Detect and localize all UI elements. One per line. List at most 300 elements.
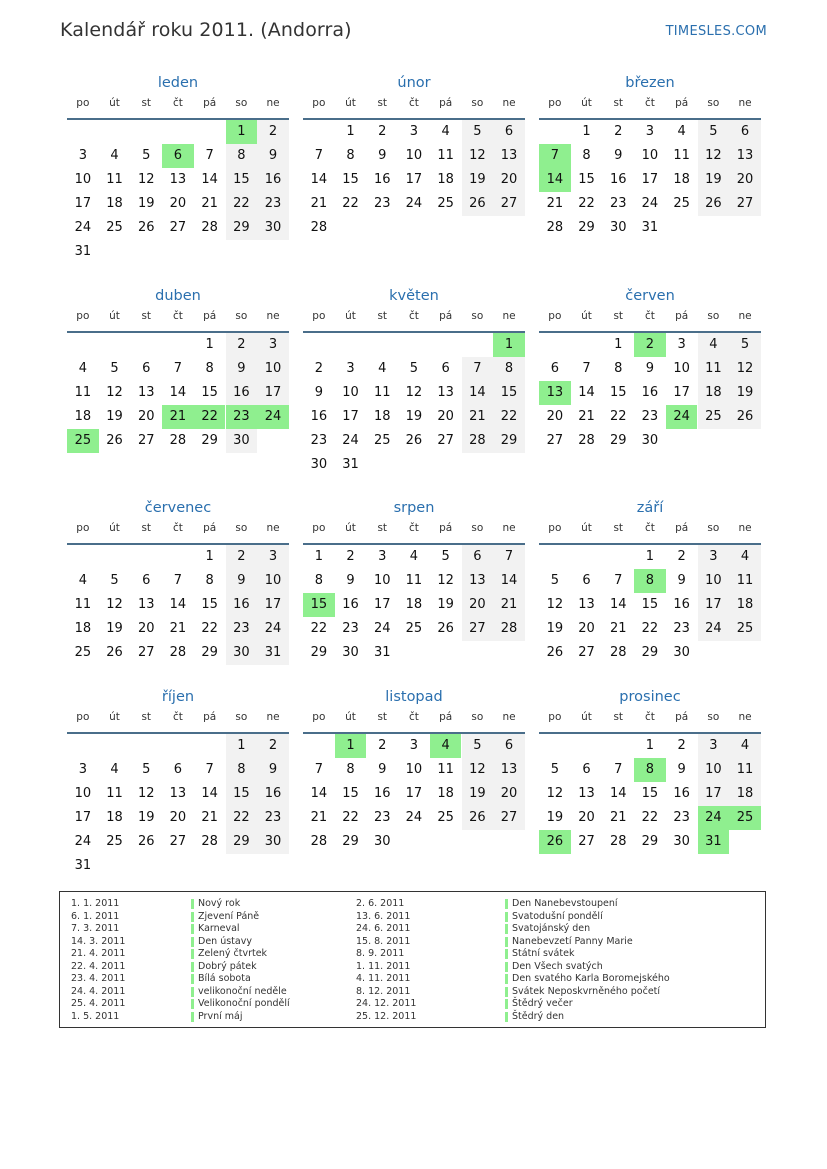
day-cell: 18 <box>74 621 92 636</box>
day-cell: 15 <box>233 172 250 187</box>
weekday-header <box>67 94 289 120</box>
day-cell: 6 <box>142 361 151 376</box>
weekday-label: pá <box>439 97 453 109</box>
day-cell: 9 <box>378 148 387 163</box>
weekday-label: pá <box>203 711 217 723</box>
day-cell: 10 <box>641 148 659 163</box>
day-cell: 26 <box>437 621 454 636</box>
legend-date: 8. 9. 2011 <box>356 948 405 959</box>
day-cell: 11 <box>106 786 123 801</box>
day-cell: 26 <box>736 409 754 424</box>
holiday-day-cell: 8 <box>634 569 666 593</box>
day-cell: 3 <box>709 549 718 564</box>
day-cell: 21 <box>169 621 187 636</box>
day-cell: 30 <box>310 457 328 472</box>
day-cell: 7 <box>504 549 514 564</box>
day-cell: 3 <box>78 762 87 777</box>
day-cell: 11 <box>373 385 391 400</box>
legend-names-col-2 <box>505 898 670 1023</box>
day-cell: 1 <box>614 337 623 352</box>
day-cell: 6 <box>504 124 514 139</box>
weekday-label: út <box>109 97 120 109</box>
month-11 <box>303 686 525 878</box>
weekday-label: čt <box>172 97 183 109</box>
legend-holiday-name: Štědrý den <box>505 1011 670 1024</box>
day-cell: 2 <box>677 549 686 564</box>
day-cell: 21 <box>500 597 518 612</box>
day-cell: 31 <box>342 457 359 472</box>
day-cell: 16 <box>310 409 328 424</box>
month-6 <box>539 285 761 477</box>
day-cell: 30 <box>233 433 250 448</box>
day-cell: 16 <box>342 597 359 612</box>
day-cell: 11 <box>405 573 423 588</box>
day-cell: 24 <box>405 196 423 211</box>
day-cell: 30 <box>233 645 250 660</box>
day-cell: 15 <box>201 385 218 400</box>
weekday-label: po <box>312 97 326 109</box>
day-cell: 25 <box>405 621 423 636</box>
legend-holiday-name: Den svatého Karla Boromejského <box>505 973 670 986</box>
day-cell: 26 <box>469 810 486 825</box>
weekday-label: út <box>581 97 592 109</box>
legend-date: 7. 3. 2011 <box>71 923 120 934</box>
weekday-header <box>303 307 525 333</box>
holiday-day-cell: 25 <box>67 429 99 453</box>
day-cell: 29 <box>342 834 359 849</box>
day-cell: 24 <box>74 220 92 235</box>
holiday-day-cell: 1 <box>335 734 367 758</box>
day-cell: 16 <box>609 172 627 187</box>
day-cell: 19 <box>106 409 123 424</box>
day-cell: 17 <box>405 786 423 801</box>
day-cell: 14 <box>500 573 518 588</box>
day-cell: 12 <box>137 172 155 187</box>
day-cell: 9 <box>237 361 246 376</box>
weekday-header <box>539 94 761 120</box>
weekday-header <box>67 708 289 734</box>
day-cell: 19 <box>469 172 486 187</box>
weekday-label: pá <box>675 711 689 723</box>
day-cell: 9 <box>677 573 686 588</box>
day-cell: 25 <box>705 409 722 424</box>
day-cell: 2 <box>237 337 246 352</box>
day-cell: 24 <box>405 810 423 825</box>
day-cell: 4 <box>409 549 419 564</box>
day-cell: 27 <box>169 834 187 849</box>
day-cell: 23 <box>373 196 391 211</box>
day-cell: 13 <box>736 148 754 163</box>
day-cell: 16 <box>673 786 690 801</box>
day-cell: 16 <box>673 597 690 612</box>
legend-holiday-name: Státní svátek <box>505 948 670 961</box>
day-cell: 22 <box>500 409 518 424</box>
day-cell: 14 <box>169 385 187 400</box>
day-cell: 8 <box>314 573 323 588</box>
day-cell: 3 <box>709 738 718 753</box>
day-cell: 5 <box>409 361 419 376</box>
day-cell: 10 <box>705 573 722 588</box>
day-cell: 7 <box>205 762 214 777</box>
day-cell: 10 <box>264 361 282 376</box>
legend-date: 23. 4. 2011 <box>71 973 126 984</box>
legend-date: 21. 4. 2011 <box>71 948 126 959</box>
day-cell: 5 <box>142 762 151 777</box>
weekday-label: so <box>235 711 248 723</box>
day-cell: 7 <box>173 573 183 588</box>
day-cell: 26 <box>137 220 155 235</box>
day-cell: 18 <box>106 196 123 211</box>
day-cell: 11 <box>437 762 454 777</box>
days-grid <box>303 545 525 689</box>
day-cell: 17 <box>705 597 722 612</box>
day-cell: 10 <box>264 573 282 588</box>
day-cell: 17 <box>264 385 282 400</box>
weekday-label: so <box>471 97 484 109</box>
day-cell: 9 <box>346 573 355 588</box>
weekday-label: út <box>345 97 356 109</box>
weekday-label: čt <box>644 97 655 109</box>
day-cell: 7 <box>314 762 323 777</box>
legend-date: 13. 6. 2011 <box>356 910 411 922</box>
day-cell: 29 <box>201 433 218 448</box>
day-cell: 14 <box>469 385 486 400</box>
day-cell: 8 <box>205 573 214 588</box>
day-cell: 3 <box>409 738 419 753</box>
day-cell: 30 <box>264 834 282 849</box>
month-name: červenec <box>144 500 212 516</box>
day-cell: 22 <box>310 621 328 636</box>
day-cell: 10 <box>405 148 423 163</box>
weekday-label: út <box>581 711 592 723</box>
day-cell: 26 <box>137 834 155 849</box>
weekday-label: po <box>312 711 326 723</box>
day-cell: 14 <box>201 172 218 187</box>
day-cell: 9 <box>237 573 246 588</box>
legend-holiday-name: Den ústavy <box>191 936 290 949</box>
day-cell: 8 <box>237 148 246 163</box>
weekday-label: so <box>707 522 720 534</box>
legend-holiday-name: Nanebevzetí Panny Marie <box>505 936 670 949</box>
weekday-label: po <box>76 522 90 534</box>
legend-holiday-name: Svátek Neposkvrněného početí <box>505 986 670 999</box>
day-cell: 18 <box>74 409 92 424</box>
day-cell: 24 <box>705 621 722 636</box>
day-cell: 11 <box>736 573 754 588</box>
day-cell: 2 <box>268 124 278 139</box>
day-cell: 12 <box>469 148 486 163</box>
day-cell: 27 <box>546 433 564 448</box>
legend-holiday-name: Zelený čtvrtek <box>191 948 290 961</box>
day-cell: 14 <box>201 786 218 801</box>
weekday-label: st <box>377 310 388 322</box>
day-cell: 24 <box>641 196 659 211</box>
month-name: prosinec <box>619 689 681 705</box>
day-cell: 12 <box>546 786 564 801</box>
day-cell: 10 <box>373 573 391 588</box>
month-name: květen <box>389 288 439 304</box>
month-name: listopad <box>385 689 443 705</box>
day-cell: 24 <box>264 621 282 636</box>
day-cell: 17 <box>264 597 282 612</box>
holiday-day-cell: 6 <box>162 144 194 168</box>
weekday-label: pá <box>203 310 217 322</box>
legend-date: 24. 4. 2011 <box>71 985 126 997</box>
legend-date: 22. 4. 2011 <box>71 960 126 972</box>
day-cell: 26 <box>405 433 423 448</box>
day-cell: 28 <box>609 645 627 660</box>
day-cell: 4 <box>78 361 87 376</box>
day-cell: 29 <box>609 433 627 448</box>
weekday-label: pá <box>203 522 217 534</box>
holiday-day-cell: 14 <box>539 168 571 192</box>
day-cell: 18 <box>736 597 754 612</box>
day-cell: 19 <box>546 621 564 636</box>
day-cell: 10 <box>705 762 722 777</box>
legend-holiday-name: Den Všech svatých <box>505 961 670 974</box>
day-cell: 18 <box>373 409 391 424</box>
day-cell: 15 <box>342 786 359 801</box>
day-cell: 16 <box>233 597 250 612</box>
day-cell: 3 <box>677 337 686 352</box>
day-cell: 5 <box>740 337 750 352</box>
days-grid <box>67 333 289 477</box>
day-cell: 18 <box>705 385 722 400</box>
weekday-label: st <box>141 711 152 723</box>
day-cell: 3 <box>378 549 387 564</box>
day-cell: 13 <box>500 762 518 777</box>
day-cell: 12 <box>736 361 754 376</box>
day-cell: 19 <box>437 597 454 612</box>
weekday-label: čt <box>644 711 655 723</box>
weekday-label: po <box>312 310 326 322</box>
month-name: březen <box>625 75 675 91</box>
day-cell: 4 <box>110 762 119 777</box>
day-cell: 16 <box>373 172 391 187</box>
day-cell: 1 <box>314 549 323 564</box>
legend-holiday-name: Zjevení Páně <box>191 911 290 924</box>
day-cell: 30 <box>264 220 282 235</box>
day-cell: 12 <box>106 385 123 400</box>
weekday-label: čt <box>172 310 183 322</box>
day-cell: 27 <box>169 220 187 235</box>
day-cell: 31 <box>264 645 282 660</box>
day-cell: 25 <box>673 196 690 211</box>
day-cell: 10 <box>342 385 359 400</box>
day-cell: 4 <box>709 337 718 352</box>
day-cell: 11 <box>705 361 722 376</box>
day-cell: 26 <box>705 196 722 211</box>
day-cell: 19 <box>705 172 722 187</box>
day-cell: 28 <box>310 220 328 235</box>
weekday-header <box>303 94 525 120</box>
day-cell: 3 <box>645 124 655 139</box>
days-grid <box>539 333 761 477</box>
day-cell: 11 <box>437 148 454 163</box>
day-cell: 27 <box>437 433 454 448</box>
day-cell: 25 <box>74 645 92 660</box>
day-cell: 22 <box>342 196 359 211</box>
day-cell: 10 <box>74 172 92 187</box>
day-cell: 15 <box>578 172 595 187</box>
weekday-header <box>539 307 761 333</box>
day-cell: 12 <box>546 597 564 612</box>
day-cell: 21 <box>578 409 595 424</box>
day-cell: 15 <box>609 385 627 400</box>
day-cell: 2 <box>237 549 246 564</box>
day-cell: 23 <box>264 810 282 825</box>
day-cell: 4 <box>78 573 87 588</box>
day-cell: 16 <box>373 786 391 801</box>
day-cell: 3 <box>268 337 278 352</box>
day-cell: 25 <box>106 220 123 235</box>
day-cell: 13 <box>578 597 595 612</box>
day-cell: 27 <box>137 433 155 448</box>
day-cell: 3 <box>78 148 87 163</box>
day-cell: 3 <box>409 124 419 139</box>
weekday-label: st <box>141 97 152 109</box>
day-cell: 8 <box>504 361 514 376</box>
day-cell: 10 <box>673 361 690 376</box>
weekday-label: ne <box>502 522 516 534</box>
day-cell: 22 <box>342 810 359 825</box>
legend-holiday-name: Svatodušní pondělí <box>505 911 670 924</box>
day-cell: 8 <box>205 361 214 376</box>
day-cell: 5 <box>473 124 482 139</box>
day-cell: 2 <box>314 361 323 376</box>
legend-date: 24. 12. 2011 <box>356 998 417 1009</box>
day-cell: 15 <box>233 786 250 801</box>
day-cell: 28 <box>578 433 595 448</box>
day-cell: 31 <box>641 220 659 235</box>
weekday-label: čt <box>172 522 183 534</box>
day-cell: 4 <box>740 549 750 564</box>
weekday-label: ne <box>266 97 280 109</box>
weekday-label: čt <box>644 522 655 534</box>
day-cell: 11 <box>74 385 92 400</box>
legend-date: 2. 6. 2011 <box>356 898 405 909</box>
weekday-label: pá <box>439 711 453 723</box>
day-cell: 23 <box>673 621 690 636</box>
weekday-label: ne <box>266 711 280 723</box>
day-cell: 21 <box>469 409 486 424</box>
weekday-label: čt <box>172 711 183 723</box>
day-cell: 7 <box>614 573 623 588</box>
day-cell: 21 <box>546 196 564 211</box>
day-cell: 20 <box>469 597 486 612</box>
day-cell: 22 <box>233 196 250 211</box>
days-grid <box>67 734 289 878</box>
day-cell: 20 <box>578 621 595 636</box>
legend-holiday-name: První máj <box>191 1011 290 1024</box>
weekday-label: ne <box>738 522 752 534</box>
day-cell: 25 <box>437 196 454 211</box>
day-cell: 23 <box>264 196 282 211</box>
holiday-day-cell: 21 <box>162 405 194 429</box>
day-cell: 19 <box>137 196 155 211</box>
weekday-label: čt <box>408 522 419 534</box>
day-cell: 24 <box>373 621 391 636</box>
day-cell: 19 <box>546 810 564 825</box>
day-cell: 17 <box>74 810 92 825</box>
day-cell: 12 <box>106 597 123 612</box>
day-cell: 9 <box>268 148 278 163</box>
day-cell: 26 <box>546 645 564 660</box>
day-cell: 19 <box>736 385 754 400</box>
day-cell: 31 <box>74 858 92 873</box>
day-cell: 19 <box>469 786 486 801</box>
month-9 <box>539 497 761 689</box>
legend-date: 1. 5. 2011 <box>71 1010 120 1022</box>
day-cell: 20 <box>736 172 754 187</box>
weekday-label: po <box>312 522 326 534</box>
legend-date: 8. 12. 2011 <box>356 985 411 997</box>
day-cell: 23 <box>673 810 690 825</box>
day-cell: 9 <box>314 385 323 400</box>
site-link[interactable]: TIMESLES.COM <box>665 24 767 39</box>
day-cell: 27 <box>469 621 486 636</box>
day-cell: 22 <box>201 621 218 636</box>
day-cell: 12 <box>405 385 423 400</box>
day-cell: 4 <box>677 124 686 139</box>
weekday-label: po <box>76 97 90 109</box>
day-cell: 28 <box>546 220 564 235</box>
weekday-label: út <box>581 522 592 534</box>
day-cell: 4 <box>740 738 750 753</box>
day-cell: 6 <box>582 762 591 777</box>
day-cell: 8 <box>582 148 591 163</box>
weekday-label: pá <box>439 522 453 534</box>
legend-dates-col-2 <box>356 898 416 1023</box>
month-5 <box>303 285 525 477</box>
day-cell: 7 <box>205 148 214 163</box>
day-cell: 14 <box>578 385 595 400</box>
month-4 <box>67 285 289 477</box>
day-cell: 21 <box>310 196 328 211</box>
day-cell: 17 <box>342 409 359 424</box>
day-cell: 27 <box>137 645 155 660</box>
day-cell: 2 <box>614 124 623 139</box>
day-cell: 20 <box>137 409 155 424</box>
legend-holiday-name: Bílá sobota <box>191 973 290 986</box>
day-cell: 3 <box>346 361 355 376</box>
day-cell: 14 <box>609 786 627 801</box>
day-cell: 28 <box>201 834 218 849</box>
day-cell: 28 <box>169 645 187 660</box>
legend-holiday-name: velikonoční neděle <box>191 986 290 999</box>
holiday-day-cell: 1 <box>226 120 258 144</box>
legend-holiday-name: Velikonoční pondělí <box>191 998 290 1011</box>
weekday-label: pá <box>675 97 689 109</box>
weekday-label: st <box>141 522 152 534</box>
day-cell: 17 <box>705 786 722 801</box>
day-cell: 21 <box>609 621 627 636</box>
day-cell: 30 <box>673 834 690 849</box>
month-name: únor <box>397 75 431 91</box>
day-cell: 29 <box>578 220 595 235</box>
legend-holiday-name: Karneval <box>191 923 290 936</box>
holiday-legend <box>59 891 766 1028</box>
day-cell: 9 <box>677 762 686 777</box>
days-grid <box>303 333 525 477</box>
weekday-label: po <box>548 97 562 109</box>
day-cell: 1 <box>205 549 214 564</box>
day-cell: 16 <box>641 385 659 400</box>
days-grid <box>539 545 761 689</box>
day-cell: 6 <box>582 573 591 588</box>
legend-names-col-1 <box>191 898 290 1023</box>
month-12 <box>539 686 761 878</box>
